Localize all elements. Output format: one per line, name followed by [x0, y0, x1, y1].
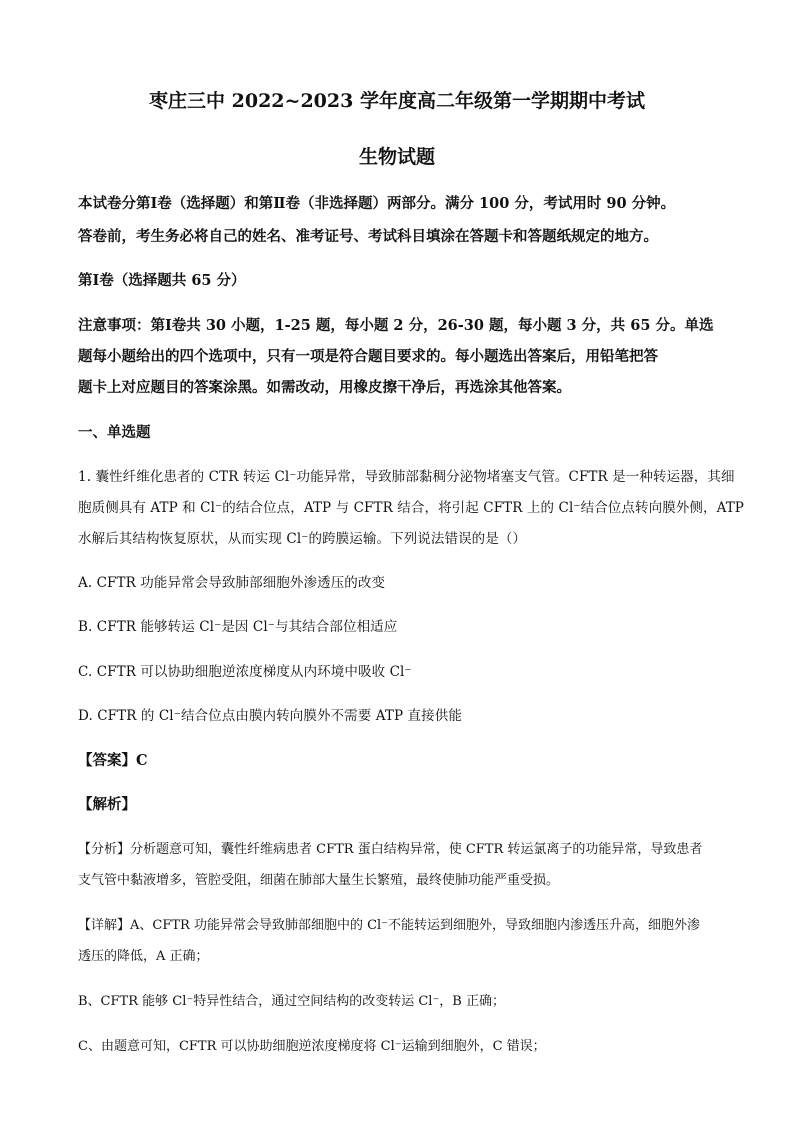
question-stem-line-2: 胞质侧具有 ATP 和 Cl⁻的结合位点，ATP 与 CFTR 结合，将引起 CFTR 上的 Cl⁻结合位点转向膜外侧，ATP	[78, 500, 744, 516]
option-c: C. CFTR 可以协助细胞逆浓度梯度从内环境中吸收 Cl⁻	[78, 664, 412, 680]
notes-line-3: 题卡上对应题目的答案涂黑。如需改动，用橡皮擦干净后，再选涂其他答案。	[78, 379, 571, 396]
analysis-label: 【解析】	[78, 796, 136, 813]
option-d: D. CFTR 的 Cl⁻结合位点由膜内转向膜外不需要 ATP 直接供能	[78, 708, 462, 724]
detail-line-3: B、CFTR 能够 Cl⁻特异性结合，通过空间结构的改变转运 Cl⁻，B 正确；	[78, 994, 505, 1009]
option-a: A. CFTR 功能异常会导致肺部细胞外渗透压的改变	[78, 575, 386, 591]
question-stem-line-3: 水解后其结构恢复原状，从而实现 Cl⁻的跨膜运输。下列说法错误的是（）	[78, 531, 527, 547]
option-b: B. CFTR 能够转运 Cl⁻是因 Cl⁻与其结合部位相适应	[78, 619, 398, 635]
exam-title: 枣庄三中 2022~2023 学年度高二年级第一学期期中考试	[149, 90, 645, 112]
detail-line-4: C、由题意可知，CFTR 可以协助细胞逆浓度梯度将 Cl⁻运输到细胞外，C 错误；	[78, 1039, 546, 1054]
detail-line-2: 透压的降低，A 正确；	[78, 949, 209, 964]
detail-line-1: 【详解】A、CFTR 功能异常会导致肺部细胞中的 Cl⁻不能转运到细胞外，导致细胞内渗透压升高，细胞外渗	[78, 918, 701, 933]
intro-line-2: 答卷前，考生务必将自己的姓名、准考证号、考试科目填涂在答题卡和答题纸规定的地方。	[78, 228, 658, 245]
question-stem-line-1: 1. 囊性纤维化患者的 CTR 转运 Cl⁻功能异常，导致肺部黏稠分泌物堵塞支气管。CFTR 是一种转运器，其细	[78, 469, 735, 485]
notes-line-2: 题每小题给出的四个选项中，只有一项是符合题目要求的。每小题选出答案后，用铅笔把答	[78, 348, 658, 365]
section-title: 一、单选题	[78, 424, 151, 441]
part1-title: 第Ⅰ卷（选择题共 65 分）	[78, 272, 246, 289]
analysis-line-2: 支气管中黏液增多，管腔受阻，细菌在肺部大量生长繁殖，最终使肺功能严重受损。	[78, 873, 560, 888]
notes-line-1: 注意事项：第Ⅰ卷共 30 小题，1-25 题，每小题 2 分，26-30 题，每小题 3 分，共 65 分。单选	[78, 317, 714, 334]
answer-line: 【答案】C	[78, 752, 148, 769]
intro-line-1: 本试卷分第Ⅰ卷（选择题）和第Ⅱ卷（非选择题）两部分。满分 100 分，考试用时 90 分钟。	[78, 195, 676, 212]
exam-subtitle: 生物试题	[358, 146, 435, 168]
analysis-line-1: 【分析】分析题意可知，囊性纤维病患者 CFTR 蛋白结构异常，使 CFTR 转运氯离子的功能异常，导致患者	[78, 842, 703, 857]
